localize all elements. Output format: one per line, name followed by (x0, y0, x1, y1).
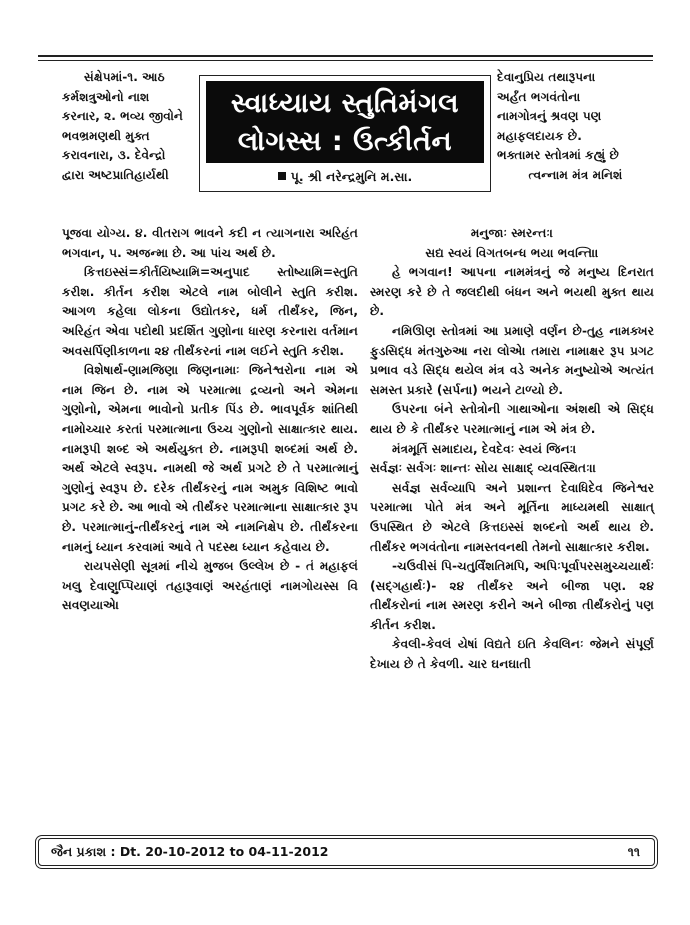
footer-bar (38, 838, 655, 866)
wrap-line: કરાવનારા, ૩. દેવેન્દ્રો (62, 148, 166, 163)
wrap-line: દ્વારા અષ્ટપ્રાતિહાર્યથી (62, 167, 169, 182)
paragraph: વિશેષાર્થ-ણામજિણા જિણનામાઃ જિનેશ્વરોના નામ એ નામ જિન છે. નામ એ પરમાત્મા દ્રવ્યનો અને એમના ગુણોનો, એમના ભાવોનો પ્રતીક પિંડ છે. ભાવપૂર્વક શાંતિથી નામોચ્ચાર કરતાં પરમાત્માના ઉચ્ચ ગુણોનો સાક્ષાત્કાર થાય. નામરૂપી શબ્દ એ અર્થયુક્ત છે. નામરૂપી શબ્દમાં અર્થ છે. અર્થ એટલે સ્વરૂપ. નામથી જે અર્થ પ્રગટે છે તે પરમાત્માનું ગુણોનું સ્વરૂપ છે. દરેક તીર્થંકરનું નામ અમુક વિશિષ્ટ ભાવો પ્રગટ કરે છે. આ ભાવો એ તીર્થંકર પરમાત્માના સાક્ષાત્કાર રૂપ છે. પરમાત્માનું-તીર્થંકરનું નામ એ નામનિક્ષેપ છે. તીર્થંકરના નામનું ધ્યાન કરવામાં આવે તે પદસ્થ ધ્યાન કહેવાય છે. (62, 363, 358, 554)
left-column (62, 224, 358, 616)
left-wrap-text (62, 68, 194, 186)
title-line-2: લોગસ્સ : ઉત્કીર્તન (237, 126, 453, 157)
paragraph: ઉપરના બંને સ્તોત્રોની ગાથાઓના અંશથી એ સિદ્ધ થાય છે કે તીર્થંકર પરમાત્માનું નામ એ મંત્ર છે. (370, 402, 654, 436)
wrap-line: કર્મશત્રુઓનો નાશ (62, 89, 150, 104)
paragraph: કિત્તઇસ્સં=કીર્તયિષ્યામિ=અનુપાદ સ્તોષ્યામિ=સ્તુતિ કરીશ. કીર્તન કરીશ એટલે નામ બોલીને સ્તુતિ કરીશ. આગળ કહેલા લોકના ઉદ્યોતકર, ધર્મ તીર્થંકર, જિન, અરિહંત એવા પદોથી પ્રદર્શિત ગુણોના ધારણ કરનારા વર્તમાન અવસર્પિણીકાળના ૨૪ તીર્થંકરનાં નામ લઈને સ્તુતિ કરીશ. (62, 265, 358, 358)
paragraph: સર્વજ્ઞઃ સર્વગઃ શાન્તઃ સોય સાક્ષાદ્ વ્યવસ્થિતઃ।। (370, 461, 597, 476)
wrap-line: મહાફલદાયક છે. (497, 128, 582, 143)
paragraph: કેવલી-કેવલં યેષાં વિદ્યતે ઇતિ કેવલિનઃ જેમને સંપૂર્ણ દેખાય છે તે કેવળી. ચાર ઘનઘાતી (370, 637, 654, 672)
title-line-1: સ્વાધ્યાય સ્તુતિમંગલ (230, 88, 460, 119)
top-rule (38, 55, 653, 57)
wrap-line: ત્વન્નામ મંત્ર મનિશં (528, 167, 623, 182)
paragraph: મંત્રમૂર્તિ સમાદાય, દેવદેવઃ સ્વયં જિનઃ। (392, 441, 577, 456)
paragraph: પૂજવા યોગ્ય. ૪. વીતરાગ ભાવને કદી ન ત્યાગનારા અરિહંત ભગવાન, ૫. અજન્મા છે. આ પાંચ અર્થ છે. (62, 226, 358, 260)
paragraph: સર્વજ્ઞ સર્વવ્યાપિ અને પ્રશાન્ત દેવાધિદેવ જિનેશ્વર પરમાત્મા પોતે મંત્ર અને મૂર્તિના માધ્યમથી સાક્ષાત્ ઉપસ્થિત છે એટલે કિત્તઇસ્સં શબ્દનો અર્થ થાય છે. તીર્થંકર ભગવંતોના નામસ્તવનથી તેમનો સાક્ષાત્કાર કરીશ. (370, 480, 654, 554)
square-bullet-icon (278, 172, 286, 180)
wrap-line: કરનાર, ૨. ભવ્ય જીવોને (62, 109, 183, 124)
wrap-line: અર્હંત ભગવંતોના (497, 89, 581, 104)
paragraph: સદ્ય સ્વયં વિગતબન્ધ ભયા ભવન્તિ।। (425, 245, 599, 260)
paragraph: -ચઉવીસં પિ-ચતુર્વિંશતિમપિ, અપિઃપૂર્વાપરસમુચ્ચયાર્થઃ (સદ્ગહાર્થઃ)- ૨૪ તીર્થંકર અને બીજા પણ. ૨૪ તીર્થંકરોનાં નામ સ્મરણ કરીને અને બીજા તીર્થંકરોનું પણ કીર્તન કરીશ. (370, 559, 654, 632)
paragraph: રાયપસેણી સૂત્રમાં નીચે મુજબ ઉલ્લેખ છે - તં મહાફલં ખલુ દેવાણુપ્પિયાણં તહારૂવાણં અરહંતાણં નામગોયસ્સ વિ સવણયાએ। (62, 559, 358, 613)
right-wrap-text (497, 68, 654, 186)
paragraph: નમિઊણ સ્તોત્રમાં આ પ્રમાણે વર્ણન છે-તુહ નામક્ખર ફુડસિદ્ધ મંતગુરુઆ નરા લોએ। તમારા નામાક્ષર રૂપ પ્રગટ પ્રભાવ વડે સિદ્ધ થયેલ મંત્ર વડે અનેક મનુષ્યોએ અત્યંત સમસ્ત પ્રકારે (સર્પના) ભયને ટાળ્યો છે. (370, 323, 654, 397)
title-box (199, 75, 491, 192)
title-band (206, 81, 484, 163)
author-name: પૂ. શ્રી નરેન્દ્રમુનિ મ.સા. (290, 169, 413, 184)
page-number: ૧૧ (627, 844, 640, 859)
wrap-line: ભવભ્રમણથી મુક્ત (62, 128, 150, 143)
right-column (370, 224, 654, 675)
paragraph: મનુજાઃ સ્મરન્તઃ। (470, 226, 554, 240)
paragraph: હે ભગવાન! આપના નામમંત્રનું જે મનુષ્ય દિનરાત સ્મરણ કરે છે તે જલદીથી બંધન અને ભયથી મુક્ત થાય છે. (370, 265, 654, 319)
wrap-line: ભક્તામર સ્તોત્રમાં કહ્યું છે (497, 148, 619, 163)
wrap-line: સંક્ષેપમાં-૧. આઠ (84, 70, 165, 84)
footer-publication: જૈન પ્રકાશ : Dt. 20-10-2012 to 04-11-2012 (51, 844, 329, 859)
wrap-line: નામગોત્રનું શ્રવણ પણ (497, 109, 602, 124)
top-rule-thin (38, 60, 653, 61)
wrap-line: દેવાનુપ્રિય તથારૂપના (497, 70, 596, 84)
author-line (200, 169, 490, 185)
